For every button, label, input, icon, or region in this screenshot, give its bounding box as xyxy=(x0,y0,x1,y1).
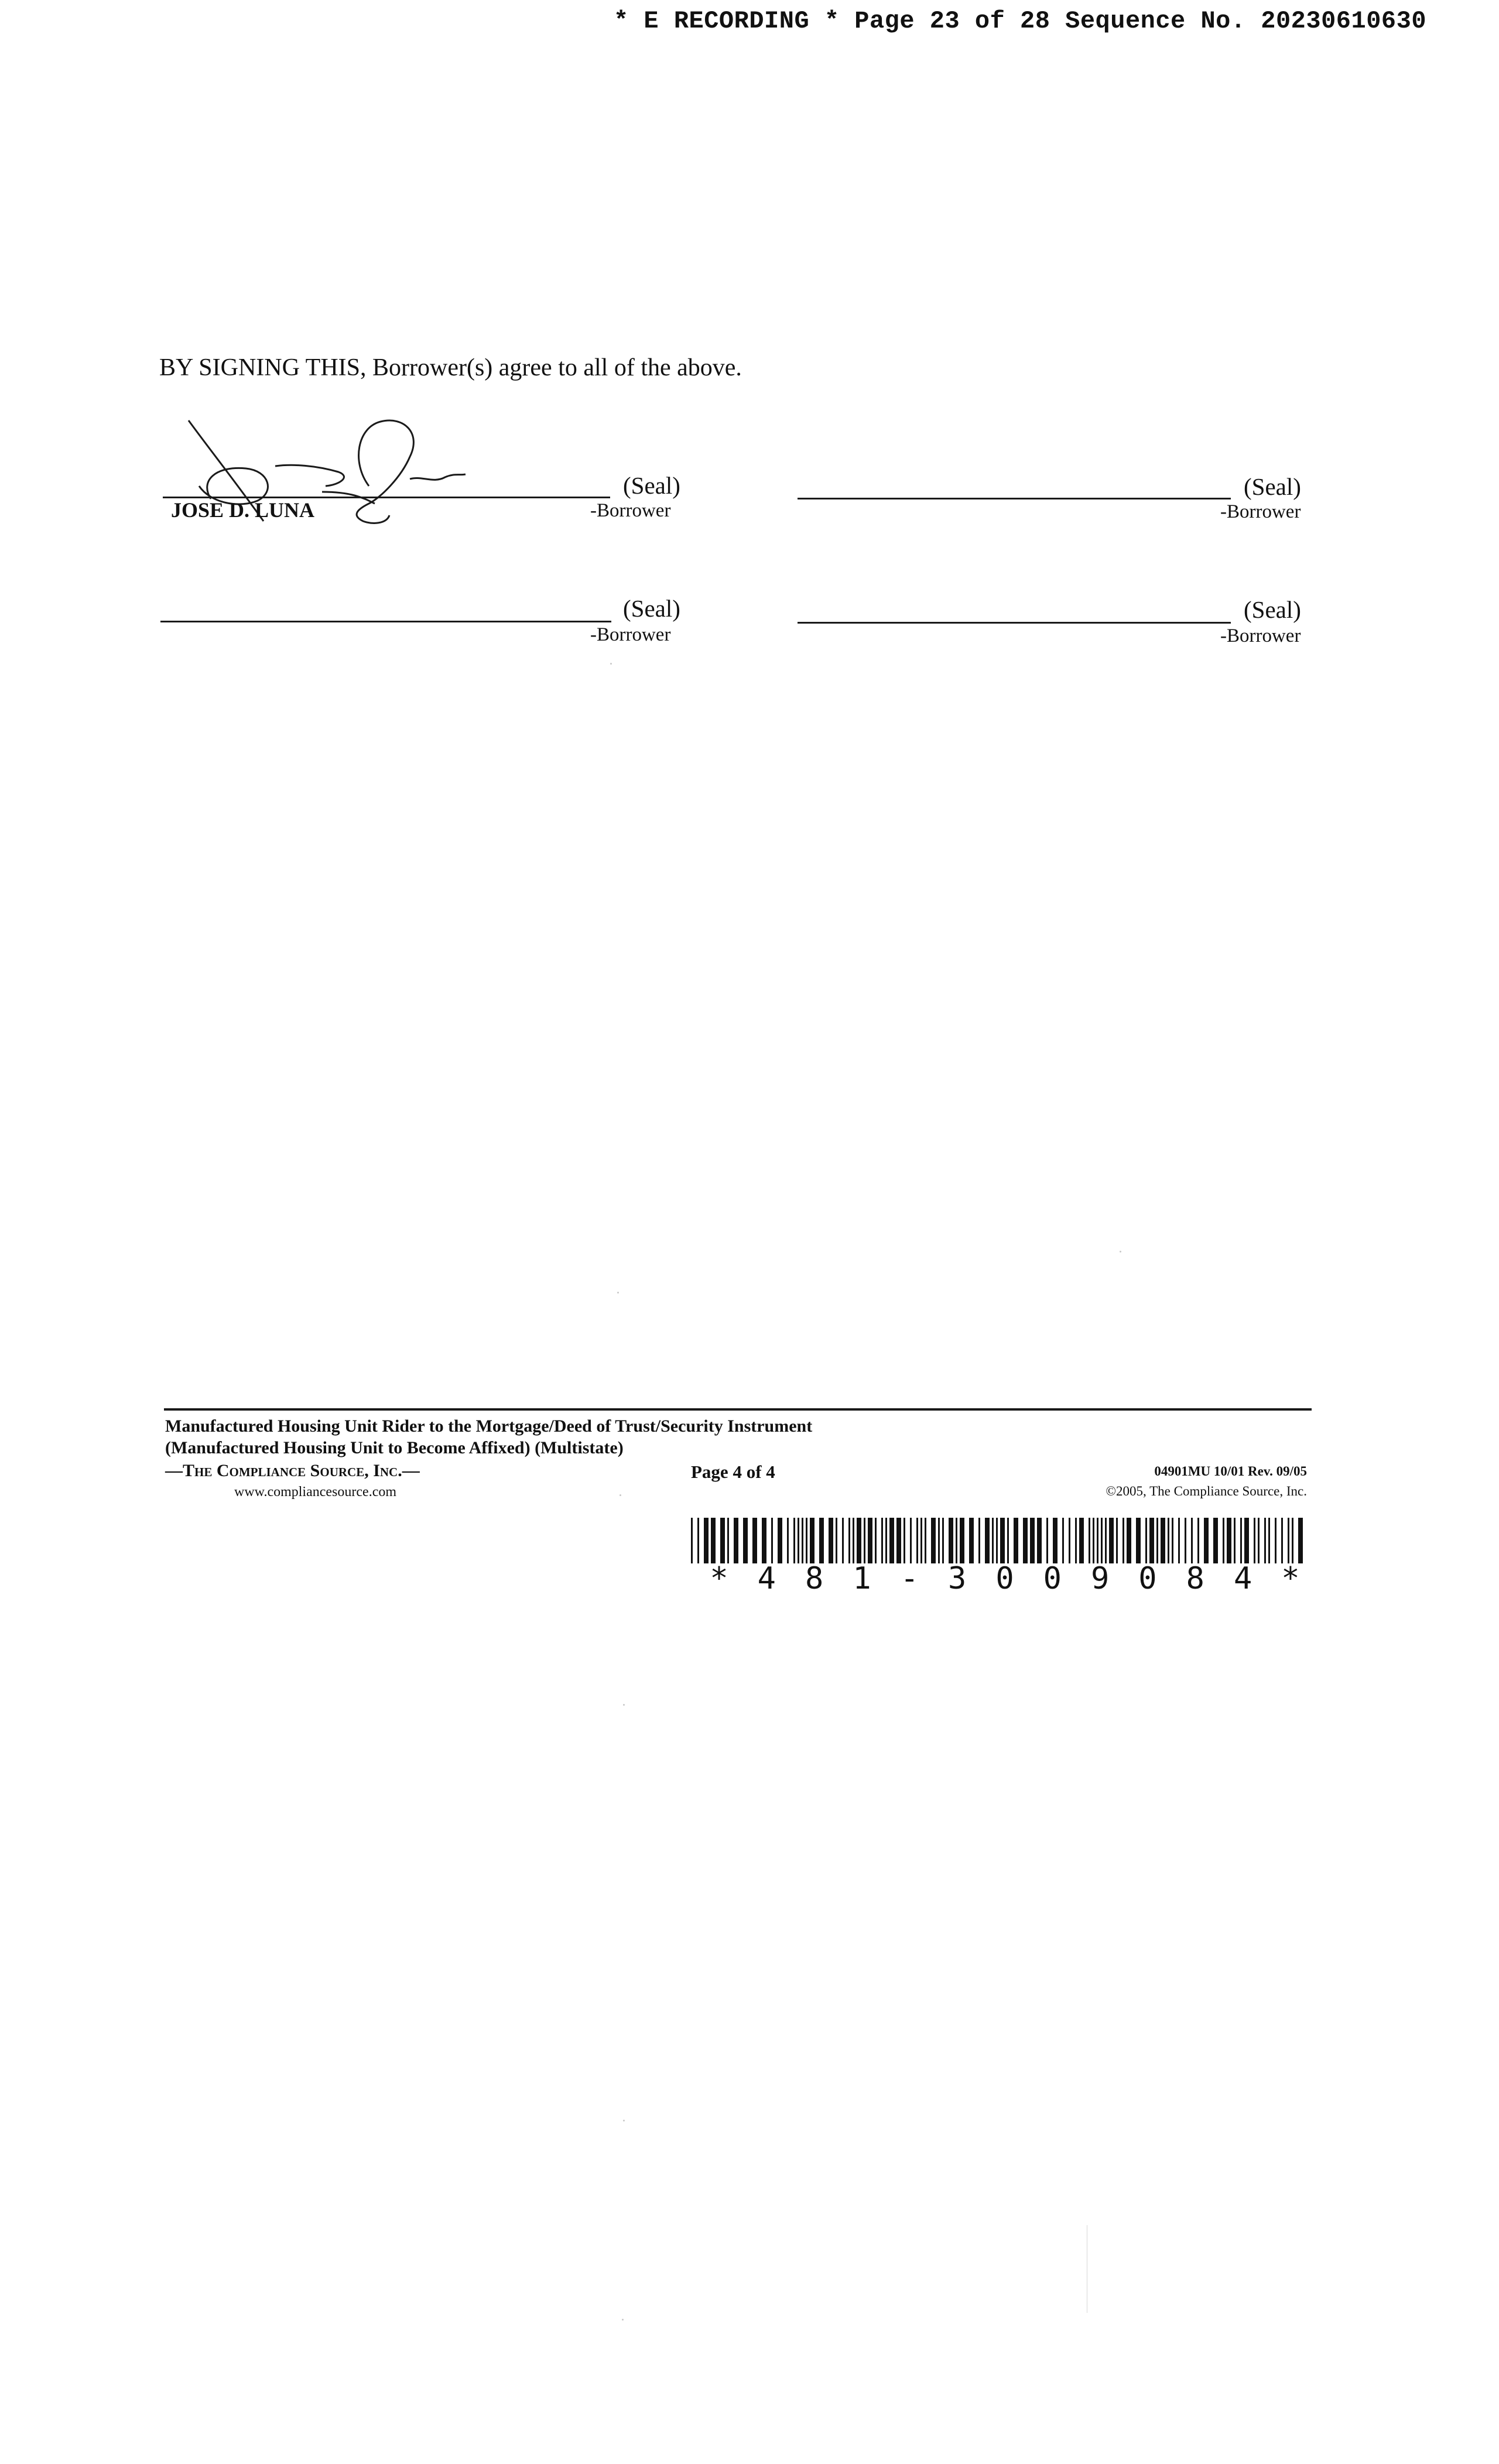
barcode-char: 1 xyxy=(853,1561,871,1596)
barcode-bar xyxy=(1213,1518,1218,1563)
barcode-bar xyxy=(864,1518,865,1563)
barcode-char: * xyxy=(710,1561,728,1596)
barcode-bar xyxy=(1298,1518,1303,1563)
barcode-bar xyxy=(1046,1518,1048,1563)
scan-speck xyxy=(623,2120,625,2121)
barcode-bar xyxy=(1149,1518,1154,1563)
barcode-bar xyxy=(1136,1518,1141,1563)
barcode-bar xyxy=(1185,1518,1186,1563)
barcode-bar xyxy=(1023,1518,1028,1563)
barcode-bar xyxy=(868,1518,872,1563)
footer-title-line2: (Manufactured Housing Unit to Become Affixed) (Multistate) xyxy=(165,1438,624,1457)
signature-line-2 xyxy=(798,498,1231,499)
scan-speck xyxy=(620,1494,621,1496)
barcode-bar xyxy=(1264,1518,1266,1563)
barcode-bar xyxy=(1014,1518,1018,1563)
footer-title-line1: Manufactured Housing Unit Rider to the Mortgage/Deed of Trust/Security Instrument xyxy=(165,1416,813,1436)
barcode-bar xyxy=(829,1518,833,1563)
barcode-bar xyxy=(942,1518,944,1563)
barcode-char: 4 xyxy=(757,1561,776,1596)
barcode-bar xyxy=(1288,1518,1289,1563)
barcode-bar xyxy=(1258,1518,1260,1563)
scan-speck xyxy=(1120,1251,1121,1252)
barcode-bar xyxy=(896,1518,901,1563)
barcode-char: 4 xyxy=(1233,1561,1252,1596)
barcode-bar xyxy=(920,1518,922,1563)
barcode-char: 0 xyxy=(995,1561,1014,1596)
seal-label-2: (Seal) xyxy=(1244,473,1301,500)
barcode-bar xyxy=(819,1518,824,1563)
barcode-bar xyxy=(1268,1518,1270,1563)
barcode-bar xyxy=(778,1518,782,1563)
barcode-bar xyxy=(985,1518,990,1563)
barcode-bar xyxy=(1109,1518,1114,1563)
barcode-bar xyxy=(1145,1518,1147,1563)
barcode-bar xyxy=(1105,1518,1107,1563)
barcode-char: 0 xyxy=(1138,1561,1157,1596)
barcode-bar xyxy=(1097,1518,1098,1563)
barcode-bar xyxy=(704,1518,709,1563)
barcode-bar xyxy=(1127,1518,1131,1563)
barcode-bar xyxy=(802,1518,803,1563)
barcode-bar xyxy=(1079,1518,1084,1563)
barcode-bar xyxy=(1116,1518,1118,1563)
barcode-bar xyxy=(885,1518,887,1563)
scan-speck xyxy=(623,1704,625,1706)
barcode-bar xyxy=(978,1518,980,1563)
barcode-bar xyxy=(1275,1518,1276,1563)
barcode-bar xyxy=(1122,1518,1124,1563)
barcode-bar xyxy=(1062,1518,1064,1563)
footer-rule xyxy=(164,1408,1312,1411)
barcode-bar xyxy=(1204,1518,1209,1563)
signing-statement: BY SIGNING THIS, Borrower(s) agree to all of the above. xyxy=(159,354,742,381)
barcode-bar xyxy=(1197,1518,1199,1563)
barcode-bar xyxy=(938,1518,940,1563)
barcode-bar xyxy=(857,1518,861,1563)
barcode-bar xyxy=(1240,1518,1242,1563)
barcode-bar xyxy=(1292,1518,1293,1563)
barcode-bar xyxy=(1178,1518,1180,1563)
barcode-bar xyxy=(836,1518,837,1563)
barcode-bar xyxy=(711,1518,716,1563)
barcode-bar xyxy=(697,1518,699,1563)
company-url: www.compliancesource.com xyxy=(234,1484,397,1500)
borrower-label-3: -Borrower xyxy=(590,624,671,645)
barcode-bar xyxy=(910,1518,912,1563)
borrower-name: JOSE D. LUNA xyxy=(171,498,315,522)
barcode-bar xyxy=(1227,1518,1231,1563)
barcode-bar xyxy=(931,1518,936,1563)
barcode-bar xyxy=(875,1518,877,1563)
barcode-char: 9 xyxy=(1090,1561,1110,1596)
barcode-char: * xyxy=(1281,1561,1300,1596)
seal-label-4: (Seal) xyxy=(1244,596,1301,623)
barcode-bar xyxy=(1156,1518,1158,1563)
barcode-char: 8 xyxy=(1186,1561,1204,1596)
scan-speck xyxy=(622,2319,624,2321)
barcode-bar xyxy=(806,1518,807,1563)
signature-line-4 xyxy=(798,622,1231,624)
barcode-bar xyxy=(727,1518,729,1563)
recording-header: * E RECORDING * Page 23 of 28 Sequence No. 20230610630 xyxy=(614,7,1427,35)
barcode-bar xyxy=(1234,1518,1236,1563)
barcode-bar xyxy=(889,1518,894,1563)
barcode-bar xyxy=(842,1518,844,1563)
barcode-bar xyxy=(1101,1518,1103,1563)
barcode-bar xyxy=(1281,1518,1283,1563)
barcode-bar xyxy=(1172,1518,1173,1563)
barcode-bar xyxy=(1168,1518,1169,1563)
barcode xyxy=(691,1518,1307,1563)
copyright-notice: ©2005, The Compliance Source, Inc. xyxy=(1106,1484,1307,1498)
barcode-bar xyxy=(848,1518,850,1563)
barcode-bar xyxy=(1037,1518,1042,1563)
barcode-bar xyxy=(996,1518,998,1563)
barcode-bar xyxy=(949,1518,953,1563)
barcode-bar xyxy=(853,1518,854,1563)
barcode-bar xyxy=(1000,1518,1005,1563)
barcode-bar xyxy=(1075,1518,1077,1563)
page-number: Page 4 of 4 xyxy=(691,1462,775,1482)
barcode-bar xyxy=(1244,1518,1249,1563)
barcode-char: 8 xyxy=(805,1561,824,1596)
barcode-bar xyxy=(1254,1518,1255,1563)
barcode-bar xyxy=(925,1518,926,1563)
borrower-label-1: -Borrower xyxy=(590,500,671,521)
seal-label-3: (Seal) xyxy=(623,595,680,622)
barcode-bar xyxy=(1093,1518,1094,1563)
barcode-bar xyxy=(771,1518,773,1563)
form-code: 04901MU 10/01 Rev. 09/05 xyxy=(1154,1464,1307,1479)
barcode-char: 0 xyxy=(1043,1561,1062,1596)
barcode-bar xyxy=(903,1518,905,1563)
barcode-char: - xyxy=(900,1561,919,1596)
barcode-bar xyxy=(956,1518,957,1563)
company-name: —The Compliance Source, Inc.— xyxy=(165,1461,420,1480)
barcode-bar xyxy=(916,1518,918,1563)
barcode-bar xyxy=(762,1518,766,1563)
barcode-bar xyxy=(1223,1518,1224,1563)
barcode-text xyxy=(700,1561,1309,1596)
barcode-bar xyxy=(1053,1518,1057,1563)
barcode-bar xyxy=(1089,1518,1090,1563)
barcode-bar xyxy=(691,1518,693,1563)
barcode-bar xyxy=(1007,1518,1009,1563)
barcode-bar xyxy=(752,1518,757,1563)
barcode-bar xyxy=(1191,1518,1193,1563)
barcode-bar xyxy=(798,1518,799,1563)
barcode-bar xyxy=(960,1518,964,1563)
signature-line-3 xyxy=(160,621,611,622)
barcode-bar xyxy=(793,1518,795,1563)
barcode-bar xyxy=(810,1518,814,1563)
barcode-char: 3 xyxy=(947,1561,967,1596)
barcode-bar xyxy=(881,1518,883,1563)
seal-label-1: (Seal) xyxy=(623,472,680,499)
borrower-label-4: -Borrower xyxy=(1220,625,1301,646)
borrower-label-2: -Borrower xyxy=(1220,501,1301,522)
barcode-bar xyxy=(969,1518,974,1563)
barcode-bar xyxy=(1069,1518,1070,1563)
barcode-bar xyxy=(743,1518,748,1563)
barcode-bar xyxy=(787,1518,789,1563)
scan-speck xyxy=(617,1292,619,1293)
barcode-bar xyxy=(720,1518,725,1563)
barcode-bar xyxy=(992,1518,994,1563)
scan-speck xyxy=(610,663,612,665)
barcode-bar xyxy=(1030,1518,1035,1563)
barcode-bar xyxy=(1161,1518,1165,1563)
barcode-bar xyxy=(734,1518,738,1563)
